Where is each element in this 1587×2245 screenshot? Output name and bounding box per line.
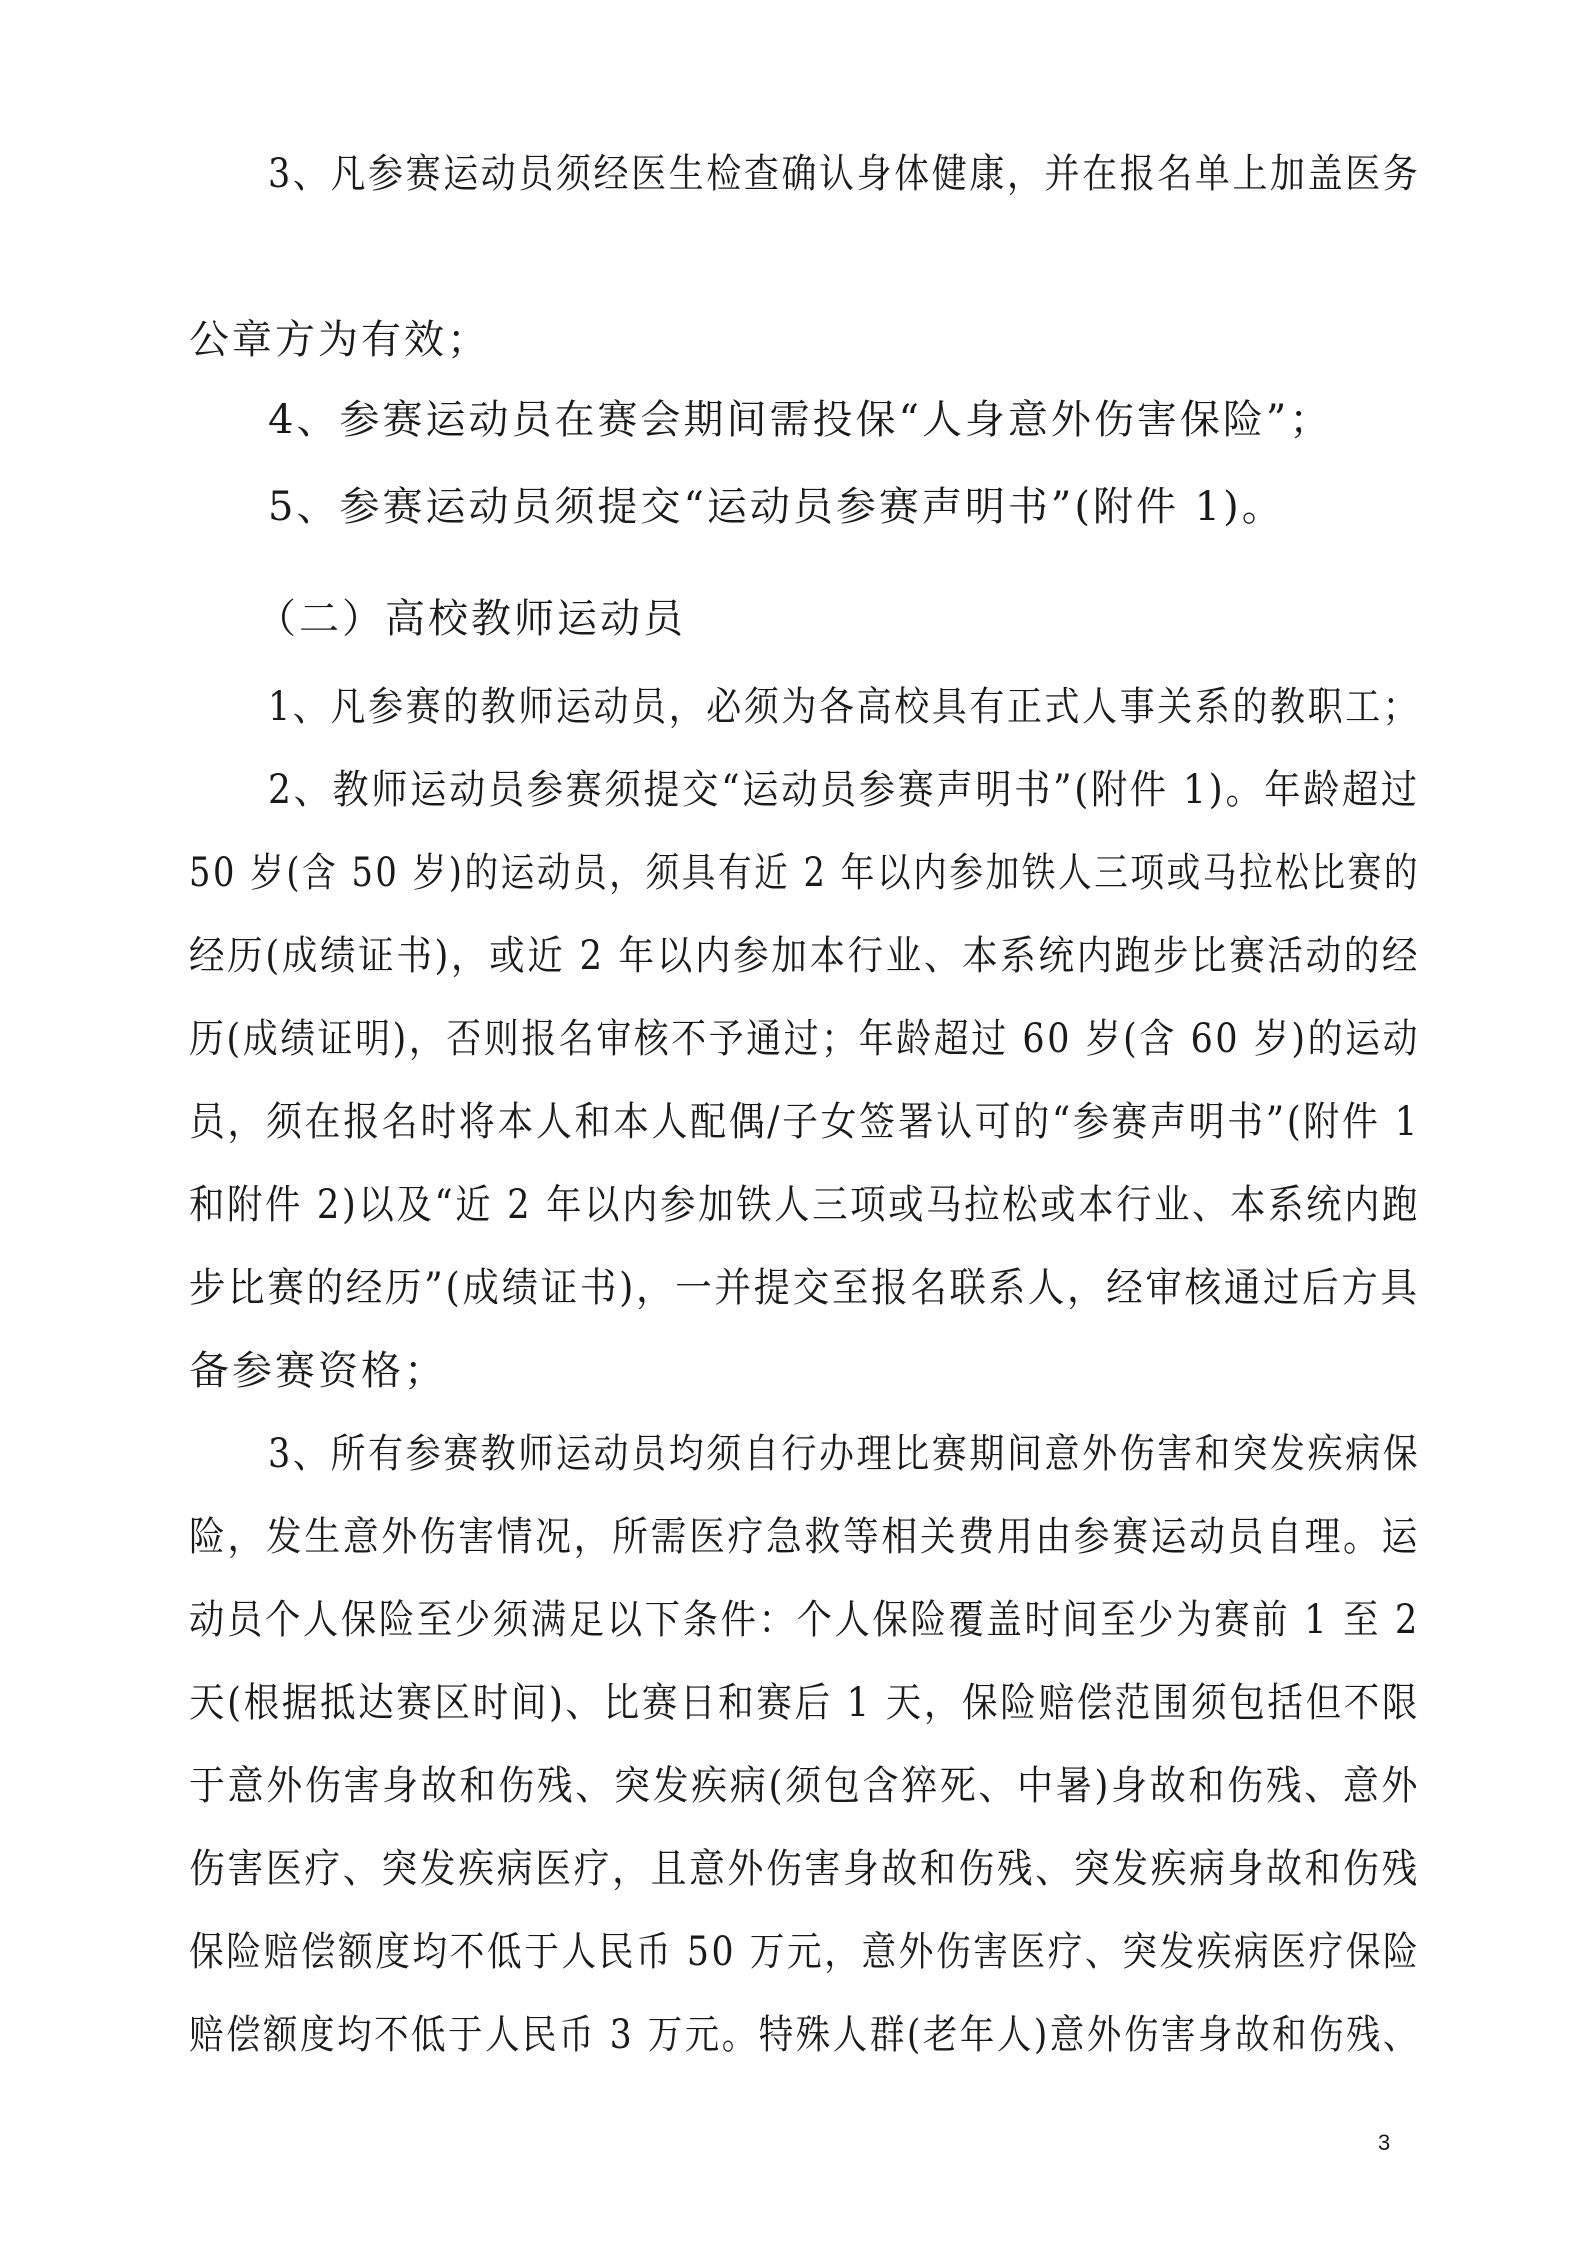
text-line: 5、参赛运动员须提交“运动员参赛声明书”(附件 1)。 xyxy=(268,484,1285,530)
text-line: 4、参赛运动员在赛会期间需投保“人身意外伤害保险”； xyxy=(268,397,1333,443)
text-line: 天(根据抵达赛区时间)、比赛日和赛后 1 天，保险赔偿范围须包括但不限 xyxy=(189,1680,1421,1726)
text-line: 3、凡参赛运动员须经医生检查确认身体健康，并在报名单上加盖医务 xyxy=(268,151,1421,197)
text-line: 动员个人保险至少须满足以下条件：个人保险覆盖时间至少为赛前 1 至 2 xyxy=(189,1597,1421,1643)
text-line: 伤害医疗、突发疾病医疗，且意外伤害身故和伤残、突发疾病身故和伤残 xyxy=(189,1846,1420,1892)
text-line: 3、所有参赛教师运动员均须自行办理比赛期间意外伤害和突发疾病保 xyxy=(268,1431,1421,1477)
text-line: 员，须在报名时将本人和本人配偶/子女签署认可的“参赛声明书”(附件 1 xyxy=(189,1099,1421,1145)
text-line: 历(成绩证明)，否则报名审核不予通过；年龄超过 60 岁(含 60 岁)的运动 xyxy=(189,1016,1421,1062)
text-line: 1、凡参赛的教师运动员，必须为各高校具有正式人事关系的教职工； xyxy=(268,684,1421,730)
text-line: 50 岁(含 50 岁)的运动员，须具有近 2 年以内参加铁人三项或马拉松比赛的 xyxy=(189,850,1421,896)
text-line: 备参赛资格； xyxy=(189,1348,447,1394)
text-line: 于意外伤害身故和伤残、突发疾病(须包含猝死、中暑)身故和伤残、意外 xyxy=(189,1763,1421,1809)
text-line: 步比赛的经历”(成绩证书)，一并提交至报名联系人，经审核通过后方具 xyxy=(189,1265,1420,1311)
text-line: 保险赔偿额度均不低于人民币 50 万元，意外伤害医疗、突发疾病医疗保险 xyxy=(189,1929,1421,1975)
text-line: 和附件 2)以及“近 2 年以内参加铁人三项或马拉松或本行业、本系统内跑 xyxy=(189,1182,1421,1228)
text-line: 险，发生意外伤害情况，所需医疗急救等相关费用由参赛运动员自理。运 xyxy=(189,1514,1420,1560)
text-line: 2、教师运动员参赛须提交“运动员参赛声明书”(附件 1)。年龄超过 xyxy=(268,767,1420,813)
page-number: 3 xyxy=(1378,2130,1391,2155)
text-line: 经历(成绩证书)，或近 2 年以内参加本行业、本系统内跑步比赛活动的经 xyxy=(189,933,1421,979)
text-line: 赔偿额度均不低于人民币 3 万元。特殊人群(老年人)意外伤害身故和伤残、 xyxy=(189,2012,1421,2058)
section-heading: （二）高校教师运动员 xyxy=(256,596,686,642)
text-line: 公章方为有效； xyxy=(189,317,490,363)
